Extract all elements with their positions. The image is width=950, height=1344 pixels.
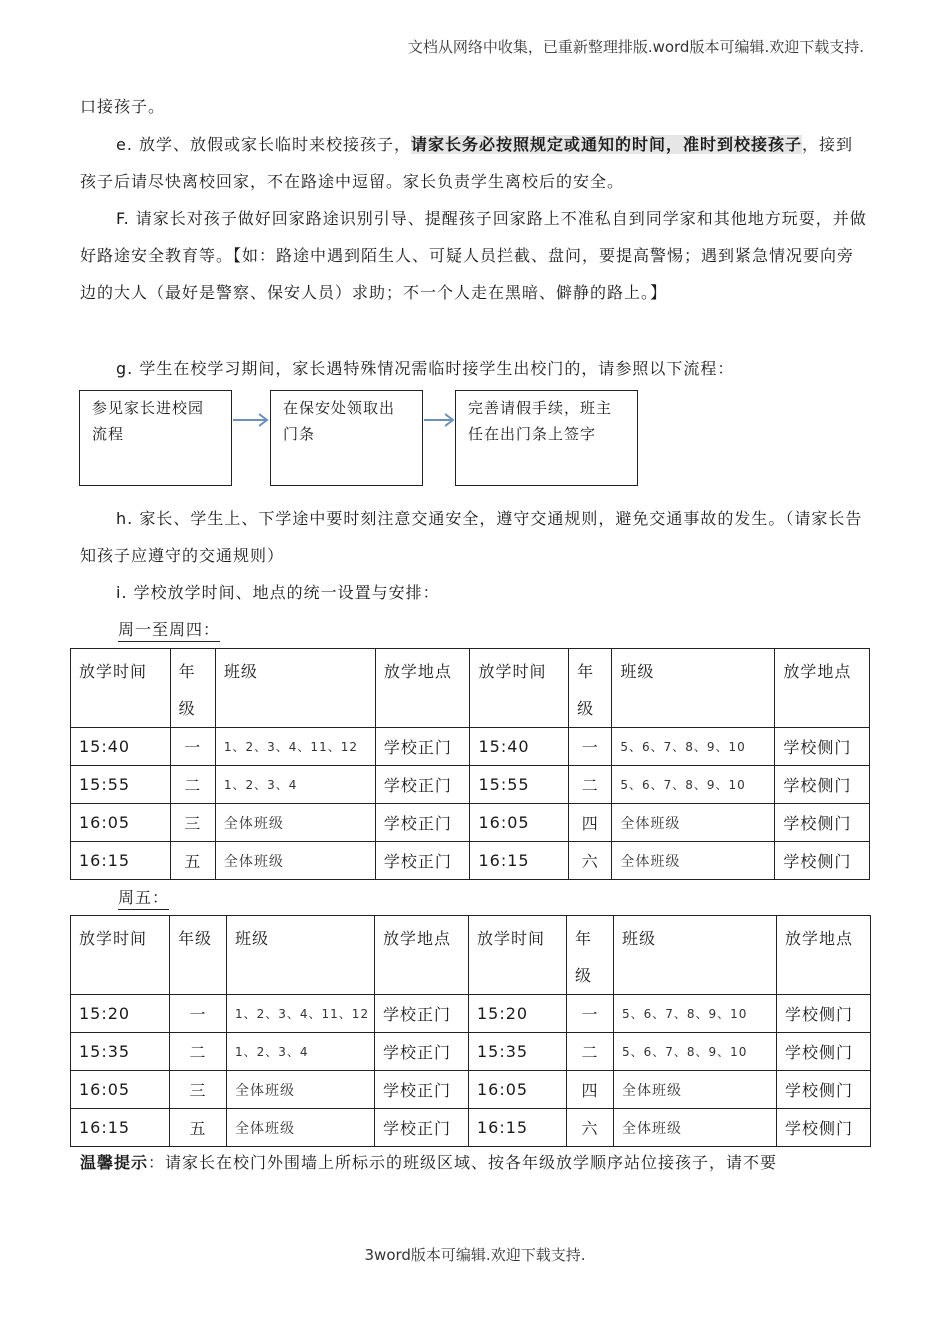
table-cell: 一	[567, 995, 614, 1033]
table-cell: 1、2、3、4、11、12	[215, 728, 375, 766]
table-cell: 全体班级	[227, 1071, 375, 1109]
paragraph-g: g. 学生在校学习期间，家长遇特殊情况需临时接学生出校门的，请参照以下流程：	[116, 359, 735, 378]
table-cell: 学校正门	[375, 1033, 469, 1071]
table-cell: 学校正门	[375, 1071, 469, 1109]
header-cell: 放学时间	[469, 916, 567, 995]
table-cell: 六	[567, 1109, 614, 1147]
flow-step-2: 在保安处领取出门条	[270, 390, 423, 486]
header-cell: 放学时间	[71, 916, 170, 995]
label-friday: 周五：	[118, 888, 169, 910]
paragraph-e	[80, 126, 870, 200]
table-cell: 5、6、7、8、9、10	[612, 728, 775, 766]
table-row	[71, 804, 870, 842]
table-cell: 学校侧门	[775, 766, 870, 804]
table-cell: 一	[170, 995, 227, 1033]
warm-tip	[80, 1150, 777, 1173]
table-cell: 15:35	[71, 1033, 170, 1071]
flow-step-3: 完善请假手续，班主任在出门条上签字	[455, 390, 638, 486]
warm-tip-text: ：请家长在校门外围墙上所标示的班级区域、按各年级放学顺序站位接孩子，请不要	[148, 1153, 778, 1172]
header-cell: 放学地点	[775, 649, 870, 728]
table-cell: 全体班级	[215, 842, 375, 880]
paragraph-i: i. 学校放学时间、地点的统一设置与安排：	[116, 583, 440, 602]
table-cell: 15:20	[71, 995, 170, 1033]
table-row	[71, 1071, 871, 1109]
header-cell: 班级	[612, 649, 775, 728]
table-cell: 15:55	[71, 766, 171, 804]
table-cell: 1、2、3、4	[215, 766, 375, 804]
table-cell: 16:05	[71, 804, 171, 842]
table-cell: 1、2、3、4	[227, 1033, 375, 1071]
table-cell: 1、2、3、4、11、12	[227, 995, 375, 1033]
table-cell: 五	[170, 1109, 227, 1147]
table-cell: 16:15	[71, 842, 171, 880]
table-cell: 全体班级	[215, 804, 375, 842]
schedule-table-mon-thu	[70, 648, 870, 880]
table-cell: 学校正门	[375, 1109, 469, 1147]
table-cell: 学校侧门	[777, 1071, 871, 1109]
table-cell: 16:05	[71, 1071, 170, 1109]
table-cell: 四	[569, 804, 612, 842]
table-cell: 15:20	[469, 995, 567, 1033]
page-footer: 3word版本可编辑.欢迎下载支持.	[364, 1246, 586, 1264]
paragraph-f: F. 请家长对孩子做好回家路途识别引导、提醒孩子回家路上不准私自到同学家和其他地方玩耍，并做好路途安全教育等。【如：路途中遇到陌生人、可疑人员拦截、盘问，要提高警惕；遇到紧急情况要向旁边的大人（最好是警察、保安人员）求助；不一个人走在黑暗、僻静的路上。】	[80, 209, 867, 302]
table-cell: 学校正门	[375, 804, 470, 842]
table-cell: 四	[567, 1071, 614, 1109]
table-cell: 二	[170, 766, 215, 804]
header-cell: 放学地点	[375, 916, 469, 995]
table-cell: 5、6、7、8、9、10	[612, 766, 775, 804]
table-cell: 15:35	[469, 1033, 567, 1071]
table-row	[71, 766, 870, 804]
table-cell: 学校正门	[375, 995, 469, 1033]
paragraph-h: h. 家长、学生上、下学途中要时刻注意交通安全，遵守交通规则，避免交通事故的发生。（请家长告知孩子应遵守的交通规则）	[80, 509, 863, 565]
header-cell: 放学时间	[470, 649, 569, 728]
table-cell: 全体班级	[614, 1109, 777, 1147]
table-row	[71, 1033, 871, 1071]
table-cell: 5、6、7、8、9、10	[614, 1033, 777, 1071]
table-cell: 16:15	[71, 1109, 170, 1147]
table-cell: 16:15	[469, 1109, 567, 1147]
table-cell: 16:05	[470, 804, 569, 842]
page-header: 文档从网络中收集，已重新整理排版.word版本可编辑.欢迎下载支持.	[407, 38, 864, 56]
table-cell: 三	[170, 1071, 227, 1109]
table-cell: 15:55	[470, 766, 569, 804]
warm-tip-label: 温馨提示	[80, 1153, 149, 1172]
table-cell: 学校侧门	[777, 1033, 871, 1071]
table-header-row	[71, 649, 870, 728]
header-cell: 放学地点	[375, 649, 470, 728]
table-row	[71, 842, 870, 880]
table-row	[71, 1109, 871, 1147]
table-cell: 二	[567, 1033, 614, 1071]
header-cell: 年级	[170, 916, 227, 995]
table-cell: 学校正门	[375, 728, 470, 766]
table-cell: 学校正门	[375, 842, 470, 880]
header-cell: 年级	[567, 916, 614, 995]
table-cell: 一	[569, 728, 612, 766]
table-cell: 六	[569, 842, 612, 880]
table-cell: 5、6、7、8、9、10	[614, 995, 777, 1033]
table-cell: 学校正门	[375, 766, 470, 804]
table-header-row	[71, 916, 871, 995]
flow-step-1: 参见家长进校园流程	[79, 390, 232, 486]
header-cell: 放学地点	[777, 916, 871, 995]
table-cell: 16:15	[470, 842, 569, 880]
table-cell: 五	[170, 842, 215, 880]
table-cell: 全体班级	[227, 1109, 375, 1147]
table-cell: 学校侧门	[775, 728, 870, 766]
table-cell: 一	[170, 728, 215, 766]
table-cell: 学校侧门	[775, 804, 870, 842]
label-mon-thu: 周一至周四：	[118, 620, 220, 642]
table-cell: 全体班级	[612, 842, 775, 880]
table-cell: 15:40	[470, 728, 569, 766]
table-cell: 二	[170, 1033, 227, 1071]
table-row	[71, 728, 870, 766]
schedule-table-friday	[70, 915, 871, 1147]
paragraph-e-post: ，接到孩子后请尽快离校回家，不在路途中逗留。家长负责学生离校后的安全。	[80, 135, 854, 191]
header-cell: 班级	[215, 649, 375, 728]
paragraph-e-bold: 请家长务必按照规定或通知的时间，准时到校接孩子	[411, 135, 803, 154]
table-cell: 三	[170, 804, 215, 842]
paragraph-e-pre: e. 放学、放假或家长临时来校接孩子，	[116, 135, 412, 154]
table-cell: 16:05	[469, 1071, 567, 1109]
table-cell: 学校侧门	[777, 1109, 871, 1147]
header-cell: 班级	[227, 916, 375, 995]
table-cell: 15:40	[71, 728, 171, 766]
table-cell: 学校侧门	[777, 995, 871, 1033]
header-cell: 年级	[569, 649, 612, 728]
header-cell: 放学时间	[71, 649, 171, 728]
flow-arrow-icon	[232, 410, 270, 430]
table-cell: 二	[569, 766, 612, 804]
table-cell: 全体班级	[614, 1071, 777, 1109]
paragraph-a: 口接孩子。	[80, 97, 166, 116]
table-row	[71, 995, 871, 1033]
header-cell: 班级	[614, 916, 777, 995]
header-cell: 年级	[170, 649, 215, 728]
table-cell: 学校侧门	[775, 842, 870, 880]
table-cell: 全体班级	[612, 804, 775, 842]
